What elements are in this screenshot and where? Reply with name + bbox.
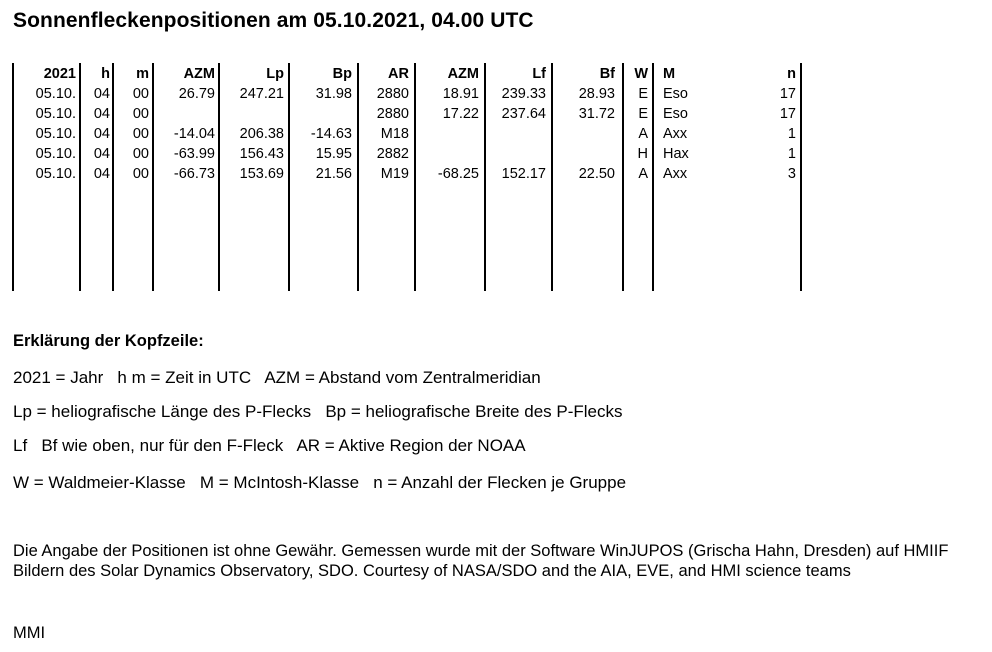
page-title: Sonnenfleckenpositionen am 05.10.2021, 04.00 UTC [13,9,534,32]
cell-bp: 21.56 [315,166,352,182]
column-divider [79,63,81,291]
cell-lf: 237.64 [501,106,546,122]
column-divider [218,63,220,291]
cell-m: Axx [663,126,688,142]
cell-azm-p: -14.04 [173,126,215,142]
cell-minute: 00 [132,126,149,142]
cell-m: Hax [663,146,689,162]
cell-lp: 153.69 [239,166,284,182]
column-divider [414,63,416,291]
column-divider [357,63,359,291]
cell-azm-f: 18.91 [442,86,479,102]
cell-ar: 2882 [376,146,409,162]
cell-lp: 156.43 [239,146,284,162]
cell-n: 17 [779,86,796,102]
legend-line: Lp = heliografische Länge des P-Flecks Bp = heliografische Breite des P-Flecks [13,402,623,421]
cell-ar: 2880 [376,106,409,122]
legend-line: 2021 = Jahr h m = Zeit in UTC AZM = Abstand vom Zentralmeridian [13,368,541,387]
cell-hour: 04 [93,166,110,182]
signature: MMI [13,624,46,642]
column-divider [288,63,290,291]
header-bf: Bf [599,66,615,82]
cell-w: A [638,166,648,182]
column-divider [12,63,14,291]
header-lp: Lp [266,66,284,82]
column-divider [484,63,486,291]
cell-w: E [638,106,648,122]
cell-year: 05.10. [35,106,76,122]
column-divider [152,63,154,291]
cell-n: 1 [787,146,796,162]
cell-year: 05.10. [35,126,76,142]
cell-lp: 206.38 [239,126,284,142]
header-azm-f: AZM [447,66,479,82]
header-lf: Lf [532,66,546,82]
header-w: W [634,66,648,82]
cell-bf: 28.93 [578,86,615,102]
cell-azm-f: -68.25 [437,166,479,182]
cell-n: 17 [779,106,796,122]
header-bp: Bp [332,66,352,82]
cell-minute: 00 [132,86,149,102]
legend-line: W = Waldmeier-Klasse M = McIntosh-Klasse n = Anzahl der Flecken je Gruppe [13,473,627,492]
cell-hour: 04 [93,106,110,122]
cell-minute: 00 [132,146,149,162]
column-divider [551,63,553,291]
cell-minute: 00 [132,106,149,122]
cell-ar: M18 [380,126,409,142]
header-ar: AR [388,66,409,82]
cell-w: A [638,126,648,142]
cell-m: Eso [663,106,688,122]
column-divider [112,63,114,291]
header-hour: h [101,66,110,82]
cell-hour: 04 [93,86,110,102]
header-n: n [787,66,796,82]
cell-bp: 31.98 [315,86,352,102]
cell-ar: M19 [380,166,409,182]
column-divider [622,63,624,291]
cell-year: 05.10. [35,86,76,102]
header-minute: m [136,66,149,82]
cell-year: 05.10. [35,166,76,182]
cell-bf: 31.72 [578,106,615,122]
header-azm-p: AZM [183,66,215,82]
cell-w: E [638,86,648,102]
cell-lf: 152.17 [501,166,546,182]
cell-minute: 00 [132,166,149,182]
legend-line: Lf Bf wie oben, nur für den F-Fleck AR = Aktive Region der NOAA [13,436,526,455]
cell-hour: 04 [93,146,110,162]
cell-w: H [637,146,648,162]
cell-n: 1 [787,126,796,142]
cell-bp: -14.63 [310,126,352,142]
cell-ar: 2880 [376,86,409,102]
cell-hour: 04 [93,126,110,142]
disclaimer-paragraph: Die Angabe der Positionen ist ohne Gewähr. Gemessen wurde mit der Software WinJUPOS (Grischa Hahn, Dresden) auf HMIIF Bildern des Solar Dynamics Observatory, SDO. Courtesy of NASA/SDO and the AIA, EVE, and HMI science teams [13,542,949,580]
cell-lf: 239.33 [501,86,546,102]
cell-bf: 22.50 [578,166,615,182]
cell-azm-p: -63.99 [173,146,215,162]
cell-n: 3 [787,166,796,182]
cell-m: Eso [663,86,688,102]
cell-m: Axx [663,166,688,182]
cell-bp: 15.95 [315,146,352,162]
header-m: M [663,66,676,82]
cell-lp: 247.21 [239,86,284,102]
cell-azm-p: -66.73 [173,166,215,182]
column-divider [652,63,654,291]
header-year: 2021 [43,66,76,82]
cell-year: 05.10. [35,146,76,162]
column-divider [800,63,802,291]
cell-azm-f: 17.22 [442,106,479,122]
cell-azm-p: 26.79 [178,86,215,102]
legend-heading: Erklärung der Kopfzeile: [13,332,204,350]
